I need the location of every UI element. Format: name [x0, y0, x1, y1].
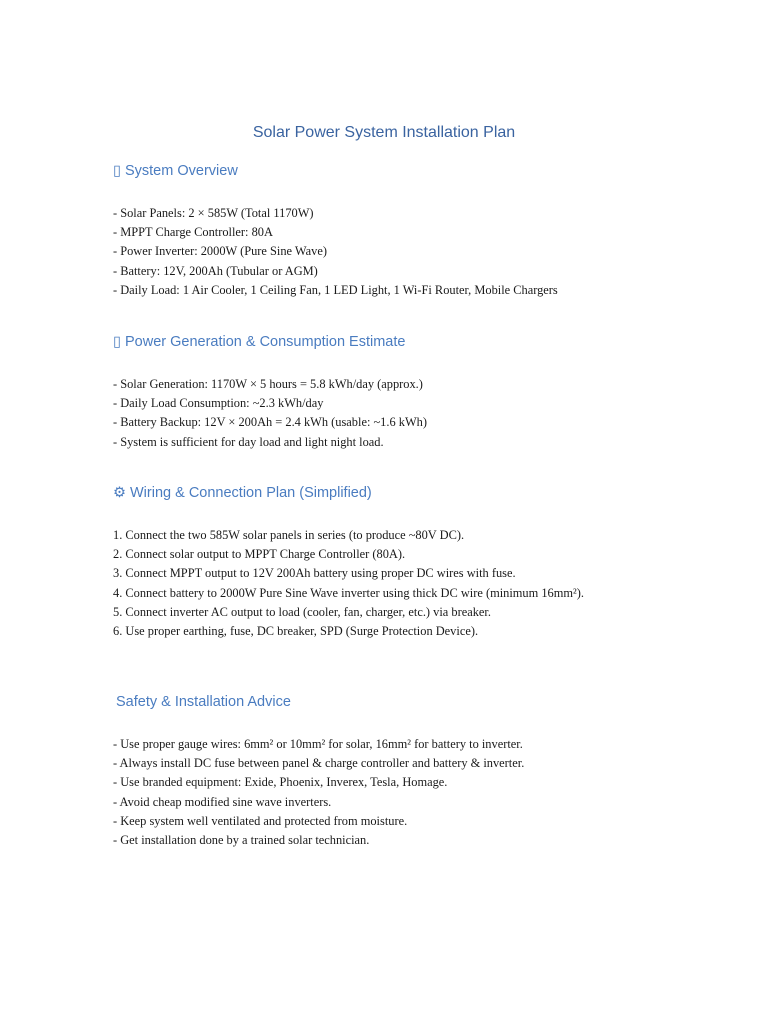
section-body-system-overview [113, 204, 633, 300]
section-body-safety-advice [113, 735, 633, 850]
list-item: - Keep system well ventilated and protected from moisture. [113, 813, 408, 828]
section-heading-wiring-plan [113, 485, 372, 501]
section-body-power-estimate [113, 375, 633, 452]
list-item: - Get installation done by a trained solar technician. [113, 833, 370, 848]
list-item: - Always install DC fuse between panel & charge controller and battery & inverter. [113, 756, 525, 771]
list-item: - MPPT Charge Controller: 80A [113, 225, 273, 240]
heading-label: System Overview [124, 163, 238, 179]
section-heading-safety-advice [116, 694, 291, 710]
list-item: 1. Connect the two 585W solar panels in series (to produce ~80V DC). [113, 528, 465, 542]
list-item: - Use branded equipment: Exide, Phoenix, Inverex, Tesla, Homage. [113, 775, 448, 790]
list-item: - Use proper gauge wires: 6mm² or 10mm² for solar, 16mm² for battery to inverter. [113, 737, 523, 751]
section-heading-system-overview [113, 163, 238, 179]
list-item: - Solar Panels: 2 × 585W (Total 1170W) [113, 206, 314, 220]
list-item: 3. Connect MPPT output to 12V 200Ah battery using proper DC wires with fuse. [113, 566, 516, 581]
list-item: - Avoid cheap modified sine wave inverters. [113, 794, 332, 809]
section-heading-power-estimate [113, 334, 405, 350]
heading-label: Wiring & Connection Plan (Simplified) [130, 485, 372, 501]
missing-glyph-icon: ▯ [113, 334, 121, 350]
list-item: 6. Use proper earthing, fuse, DC breaker, SPD (Surge Protection Device). [113, 624, 479, 639]
list-item: 4. Connect battery to 2000W Pure Sine Wave inverter using thick DC wire (minimum 16mm²). [113, 585, 584, 600]
page-title: Solar Power System Installation Plan [252, 124, 516, 141]
list-item: - Solar Generation: 1170W × 5 hours = 5.8 kWh/day (approx.) [113, 377, 423, 391]
list-item: - Battery Backup: 12V × 200Ah = 2.4 kWh (usable: ~1.6 kWh) [113, 415, 427, 430]
list-item: - System is sufficient for day load and light night load. [113, 434, 384, 449]
list-item: - Daily Load: 1 Air Cooler, 1 Ceiling Fan, 1 LED Light, 1 Wi-Fi Router, Mobile Chargers [113, 282, 558, 297]
section-body-wiring-plan [113, 526, 633, 641]
list-item: - Daily Load Consumption: ~2.3 kWh/day [113, 396, 324, 411]
gear-icon: ⚙ [113, 485, 126, 501]
list-item: 5. Connect inverter AC output to load (cooler, fan, charger, etc.) via breaker. [113, 604, 491, 619]
list-item: - Power Inverter: 2000W (Pure Sine Wave) [113, 244, 327, 259]
list-item: - Battery: 12V, 200Ah (Tubular or AGM) [113, 263, 318, 278]
missing-glyph-icon: ▯ [113, 163, 121, 179]
list-item: 2. Connect solar output to MPPT Charge Controller (80A). [113, 547, 406, 562]
heading-label: Safety & Installation Advice [116, 694, 291, 710]
heading-label: Power Generation & Consumption Estimate [124, 334, 406, 350]
